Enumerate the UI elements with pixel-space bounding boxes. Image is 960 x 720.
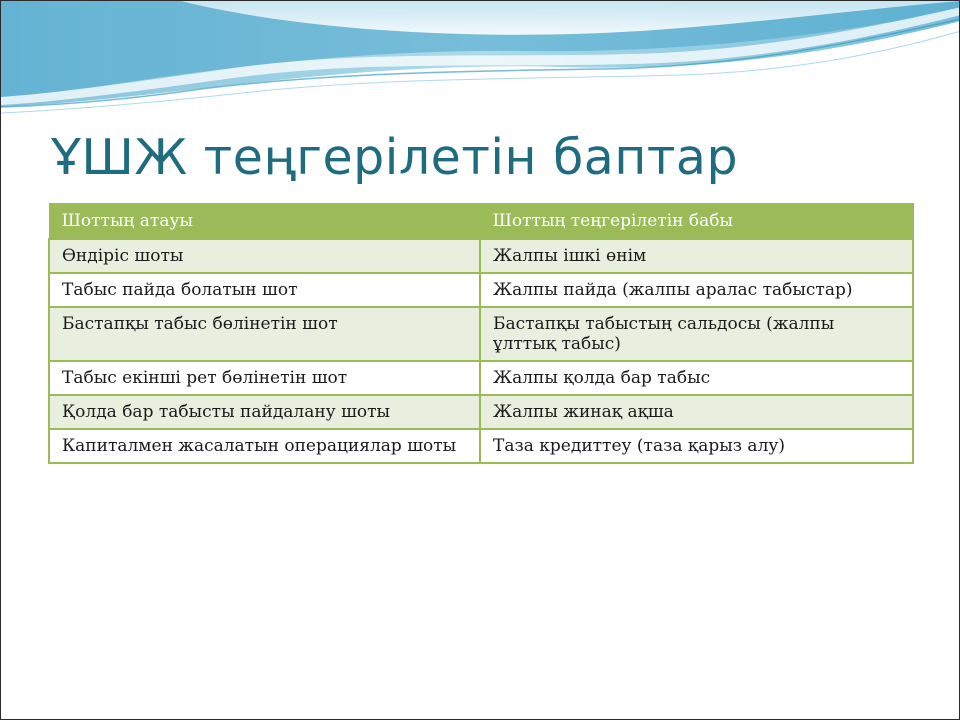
balancing-item-cell: Бастапқы табыстың сальдосы (жалпы ұлттық табыс) (480, 307, 913, 361)
table-header-row (49, 204, 913, 240)
balancing-item-cell: Жалпы ішкі өнім (480, 239, 913, 273)
column-header-balancing-item: Шоттың теңгерілетін бабы (480, 204, 913, 240)
table-row (49, 429, 913, 463)
account-name-cell: Өндіріс шоты (49, 239, 480, 273)
account-name-cell: Табыс пайда болатын шот (49, 273, 480, 307)
column-header-account-name: Шоттың атауы (49, 204, 480, 240)
balancing-item-cell: Жалпы қолда бар табыс (480, 361, 913, 395)
table-row (49, 273, 913, 307)
account-name-cell: Қолда бар табысты пайдалану шоты (49, 395, 480, 429)
account-name-cell: Капиталмен жасалатын операциялар шоты (49, 429, 480, 463)
table-row (49, 239, 913, 273)
balancing-item-cell: Таза кредиттеу (таза қарыз алу) (480, 429, 913, 463)
table-row (49, 361, 913, 395)
balancing-item-cell: Жалпы пайда (жалпы аралас табыстар) (480, 273, 913, 307)
balancing-item-cell: Жалпы жинақ ақша (480, 395, 913, 429)
account-name-cell: Бастапқы табыс бөлінетін шот (49, 307, 480, 361)
table-row (49, 307, 913, 361)
slide-title: ҰШЖ теңгерілетін баптар (51, 129, 739, 186)
account-name-cell: Табыс екінші рет бөлінетін шот (49, 361, 480, 395)
wave-decoration (1, 1, 960, 121)
balance-items-table (48, 203, 914, 464)
table-row (49, 395, 913, 429)
